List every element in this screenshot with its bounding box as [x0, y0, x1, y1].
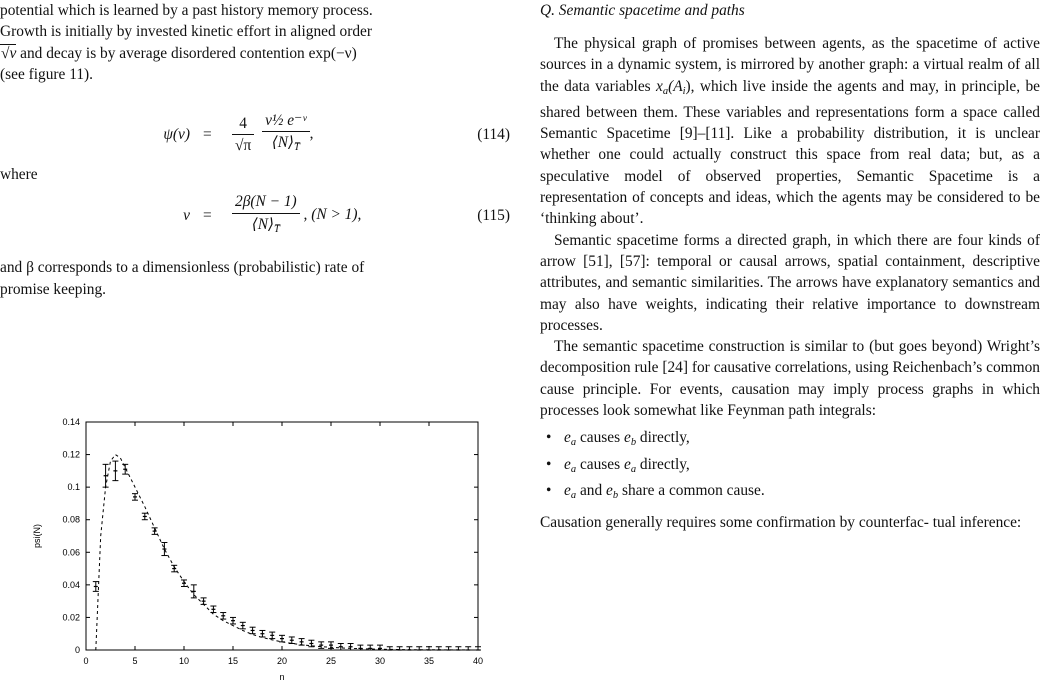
text-line: also have weights, indicating their relative importance to	[574, 295, 957, 313]
subscript-t: T̅	[294, 142, 300, 154]
data-point	[230, 617, 236, 624]
y-tick-label: 0.08	[62, 514, 80, 525]
data-point	[446, 647, 452, 650]
fraction-numerator: ν½ e⁻ᵛ	[265, 112, 307, 130]
list-text: directly,	[636, 455, 690, 473]
var-arg-subscript: i	[682, 85, 686, 97]
fraction-denominator	[232, 213, 300, 240]
where-text: where	[0, 166, 38, 184]
text-line: form a space called Semantic Spacetime [9]–[11]. Like a	[540, 103, 1040, 143]
y-tick-label: 0.02	[62, 612, 80, 623]
x-tick-label: 0	[83, 656, 89, 666]
right-paragraph-4	[540, 512, 1040, 533]
data-point	[426, 647, 432, 650]
text-line: downstream processes.	[540, 295, 1040, 334]
data-point	[152, 528, 158, 535]
text-line: look somewhat like Feynman path integrals:	[602, 402, 876, 420]
right-paragraph-2	[540, 230, 1040, 336]
x-tick-label: 5	[132, 656, 138, 666]
text-line: of concepts and ideas, which the agents may be considered to	[632, 189, 1021, 207]
section-heading: Q. Semantic spacetime and paths	[540, 2, 745, 19]
text-line: and decay is by average disordered contention	[16, 44, 309, 62]
event-subscript: a	[570, 489, 577, 501]
text-line: and β corresponds to a dimensionless (probabilistic) rate of	[0, 259, 365, 277]
fraction-denominator: √π	[232, 134, 254, 156]
text-line: goes beyond) Wright’s decomposition rule [24] for causative	[540, 338, 1040, 377]
y-tick-label: 0.04	[62, 579, 80, 590]
x-tick-label: 15	[227, 656, 239, 666]
var-close: ),	[685, 77, 695, 95]
var-arg: (A	[668, 77, 683, 95]
event-symbol: e	[564, 429, 571, 447]
y-tick-label: 0.14	[62, 417, 80, 427]
event-symbol: e	[623, 429, 631, 447]
data-point	[181, 580, 187, 587]
list-text: directly,	[636, 429, 690, 447]
data-point	[338, 643, 344, 650]
plot-frame	[86, 422, 478, 650]
text-line: arrows, spatial containment, descriptive attributes, and semantic	[540, 252, 1040, 292]
data-point	[210, 606, 216, 613]
y-tick-label: 0	[74, 645, 80, 655]
left-paragraph-1	[0, 0, 512, 85]
text-line: spacetime of active sources in a dynamic system, is mirrored	[540, 35, 1040, 74]
causation-list	[540, 427, 1040, 506]
text-line: tual inference:	[932, 514, 1022, 532]
text-line: potential which is learned by a past history memory process.	[0, 2, 373, 19]
list-item	[540, 480, 1040, 506]
equation-115	[0, 187, 512, 243]
event-subscript: b	[612, 489, 619, 501]
coefficient-fraction	[232, 113, 254, 157]
text-line: (see figure 11).	[0, 65, 94, 83]
main-fraction	[232, 191, 300, 240]
y-axis-label: psi(N)	[32, 524, 42, 548]
equation-number: (114)	[477, 126, 510, 144]
text-line: by another graph: a virtual realm of all the data variables	[540, 56, 1040, 95]
x-axis-label: n	[279, 672, 285, 682]
text-line: The physical graph of promises between agents, as the	[554, 35, 910, 52]
data-point	[132, 494, 138, 501]
data-point	[269, 632, 275, 639]
text-line: probability distribution, it is unclear whether one could actually	[540, 125, 1041, 164]
event-symbol: e	[623, 455, 631, 473]
data-point	[259, 630, 265, 637]
event-subscript: a	[570, 437, 577, 449]
data-point	[122, 464, 128, 474]
list-text: causes	[576, 429, 624, 447]
equation-tail: , (N > 1),	[303, 206, 362, 224]
x-tick-label: 25	[325, 656, 337, 666]
text-line: there are four kinds of arrow [51], [57]: temporal or causal	[540, 231, 1040, 270]
x-tick-label: 30	[374, 656, 386, 666]
data-point	[171, 565, 177, 572]
data-point	[465, 647, 471, 650]
data-point	[112, 461, 118, 481]
data-point	[299, 639, 305, 646]
y-tick-label: 0.1	[67, 482, 80, 493]
data-point	[416, 647, 422, 650]
text-line: correlations, using Reichenbach’s common cause principle. For	[540, 359, 1040, 398]
text-line: which live inside the agents and may, in principle,	[699, 77, 1021, 95]
text-line: similarities. The arrows have explanatory semantics and may	[540, 274, 1040, 313]
data-point	[250, 627, 256, 634]
equation-rhs	[232, 110, 313, 159]
right-paragraph-1	[540, 33, 1040, 230]
data-point	[387, 647, 393, 650]
event-subscript: a	[630, 463, 637, 475]
equation-number: (115)	[477, 207, 510, 225]
list-text: and	[576, 481, 607, 499]
fraction-numerator: 4	[239, 114, 247, 132]
event-symbol: e	[564, 455, 571, 473]
data-point	[240, 622, 246, 629]
data-point	[142, 513, 148, 520]
data-point	[357, 645, 363, 650]
x-tick-label: 40	[472, 656, 484, 666]
x-tick-label: 35	[423, 656, 435, 666]
y-tick-label: 0.12	[62, 449, 80, 460]
text-line: The semantic spacetime construction is similar to (but	[554, 338, 894, 356]
list-item	[540, 427, 1040, 453]
x-tick-label: 20	[276, 656, 288, 666]
equation-rhs	[232, 191, 361, 240]
exp-expression: exp(−ν)	[308, 44, 357, 62]
equals-sign: =	[203, 126, 212, 144]
y-tick-label: 0.06	[62, 547, 80, 558]
main-fraction	[262, 110, 309, 159]
text-line: events, causation may imply process graphs in which processes	[540, 380, 1040, 420]
fit-curve	[96, 455, 478, 650]
data-point	[377, 645, 383, 650]
data-point	[455, 647, 461, 650]
fraction-numerator: 2β(N − 1)	[235, 193, 297, 211]
sqrt-nu: √ν	[1, 44, 17, 62]
data-point	[328, 642, 334, 649]
equation-lhs: ψ(ν)	[163, 126, 190, 144]
data-point	[220, 613, 226, 620]
var-symbol: x	[655, 77, 663, 95]
text-line: Semantic spacetime forms a directed graph, in which	[554, 231, 892, 249]
x-tick-label: 10	[178, 656, 190, 666]
data-point	[201, 598, 207, 605]
fraction-denominator	[262, 131, 309, 158]
data-point	[397, 647, 403, 650]
chart-marks	[93, 455, 481, 650]
event-subscript: a	[570, 463, 577, 475]
text-line: promise keeping.	[0, 280, 106, 298]
mean-n: ⟨N⟩	[271, 134, 295, 152]
text-line: be shared between them. These variables and representations	[540, 77, 1040, 121]
data-point	[289, 637, 295, 644]
data-point	[318, 642, 324, 649]
text-line: construct this space from real data; but, as a speculative model	[540, 146, 1040, 185]
left-column	[0, 0, 512, 682]
mean-n: ⟨N⟩	[251, 215, 275, 233]
event-subscript: b	[630, 437, 637, 449]
data-point	[279, 635, 285, 642]
data-point	[406, 647, 412, 650]
list-item	[540, 454, 1040, 480]
psi-distribution-chart	[0, 412, 512, 697]
left-paragraph-2	[0, 257, 512, 300]
right-column	[540, 0, 1040, 534]
text-line: Growth is initially by invested kinetic effort in aligned order	[0, 23, 372, 41]
right-paragraph-3	[540, 336, 1040, 421]
data-point	[436, 647, 442, 650]
variable-x-a-ai	[656, 78, 695, 95]
chart-axes	[32, 417, 483, 682]
text-line: be ‘thinking about’.	[540, 189, 1040, 228]
event-symbol: e	[564, 481, 571, 499]
event-symbol: e	[606, 481, 613, 499]
equation-tail: ,	[309, 125, 314, 143]
var-subscript: a	[662, 85, 669, 97]
list-text: causes	[576, 455, 624, 473]
text-line: of observed properties, Semantic Spacetime is a representation	[540, 167, 1040, 207]
equals-sign: =	[203, 207, 212, 225]
data-point	[348, 643, 354, 650]
equation-114	[0, 106, 512, 162]
subscript-t: T̅	[274, 223, 280, 235]
list-text: share a common cause.	[618, 481, 765, 499]
equation-lhs: ν	[183, 207, 190, 225]
data-point	[475, 647, 481, 650]
text-line: Causation generally requires some confirmation by counterfac-	[540, 514, 929, 532]
